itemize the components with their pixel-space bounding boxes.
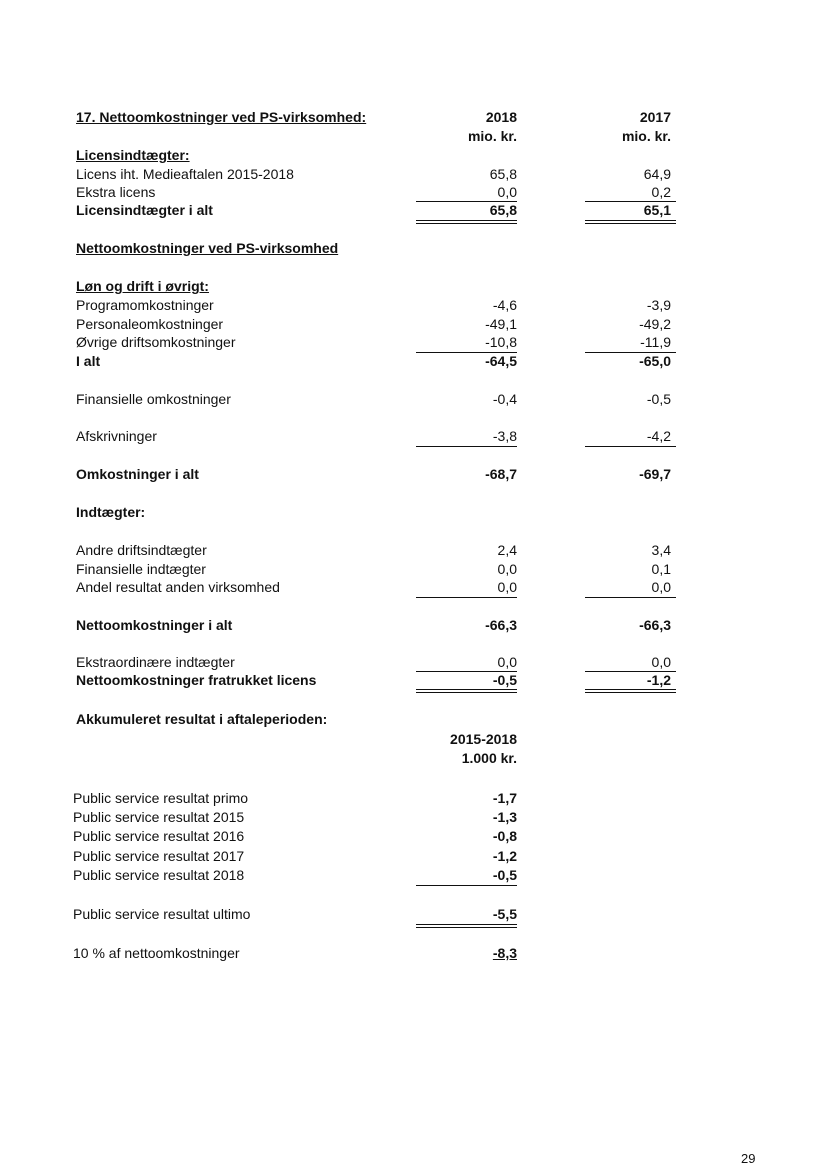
subtotal-rule: [585, 446, 676, 447]
row-value-2018: -0,4: [492, 391, 517, 407]
row-value-2018: -49,1: [485, 316, 517, 332]
total-double-rule: [416, 689, 517, 693]
ti-procent-label: 10 % af nettoomkostninger: [73, 945, 240, 961]
row-value-2018: 0,0: [497, 561, 517, 577]
ultimo-value: -5,5: [492, 906, 517, 922]
subtotal-rule: [416, 446, 517, 447]
result-value: -0,8: [492, 828, 517, 844]
row-label: Ekstra licens: [76, 184, 156, 200]
row-label: Licens iht. Medieaftalen 2015-2018: [76, 166, 294, 182]
total-label: Nettoomkostninger fratrukket licens: [76, 672, 317, 688]
row-label: Øvrige driftsomkostninger: [76, 334, 236, 350]
total-value-2018: -66,3: [485, 617, 517, 633]
total-double-rule: [416, 924, 517, 928]
total-double-rule: [416, 220, 517, 224]
row-value-2018: 2,4: [497, 542, 517, 558]
col-unit-2018: mio. kr.: [467, 128, 517, 144]
result-label: Public service resultat 2015: [73, 809, 245, 825]
total-value-2017: 65,1: [643, 202, 671, 218]
row-value-2017: -0,5: [646, 391, 671, 407]
total-double-rule: [585, 220, 676, 224]
row-label: Andre driftsindtægter: [76, 542, 207, 558]
row-label: Andel resultat anden virksomhed: [76, 579, 280, 595]
row-value-2017: 0,1: [651, 561, 671, 577]
row-value-2018: 0,0: [497, 654, 517, 670]
row-value-2018: 0,0: [497, 184, 517, 200]
total-value-2017: -66,3: [639, 617, 671, 633]
subtotal-rule: [416, 885, 517, 886]
row-value-2017: 0,2: [651, 184, 671, 200]
period-unit: 1.000 kr.: [461, 750, 517, 766]
total-value-2017: -1,2: [646, 672, 671, 688]
col-year-2017: 2017: [639, 109, 671, 125]
row-value-2017: -49,2: [639, 316, 671, 332]
total-value-2018: -64,5: [485, 353, 517, 369]
row-value-2017: 3,4: [651, 542, 671, 558]
ti-procent-value: -8,3: [492, 945, 517, 961]
result-value: -1,2: [492, 848, 517, 864]
col-year-2018: 2018: [485, 109, 517, 125]
page-number: 29: [741, 1151, 756, 1166]
total-value-2017: -69,7: [639, 466, 671, 482]
licens-title: Licensindtægter:: [76, 147, 190, 163]
total-label: Nettoomkostninger i alt: [76, 617, 233, 633]
loen-title: Løn og drift i øvrigt:: [76, 278, 209, 294]
row-label: Personaleomkostninger: [76, 316, 224, 332]
result-value: -0,5: [492, 867, 517, 883]
subtotal-rule: [416, 597, 517, 598]
total-double-rule: [585, 689, 676, 693]
row-value-2017: 0,0: [651, 579, 671, 595]
subtotal-rule: [585, 597, 676, 598]
total-label: Licensindtægter i alt: [76, 202, 213, 218]
row-value-2017: -11,9: [640, 334, 671, 350]
row-value-2018: -4,6: [492, 297, 517, 313]
col-unit-2017: mio. kr.: [621, 128, 671, 144]
total-value-2018: 65,8: [489, 202, 517, 218]
row-value-2017: 64,9: [643, 166, 671, 182]
row-value-2018: 0,0: [497, 579, 517, 595]
result-label: Public service resultat 2018: [73, 867, 245, 883]
netto-heading: Nettoomkostninger ved PS-virksomhed: [76, 240, 339, 256]
result-value: -1,3: [492, 809, 517, 825]
row-value-2017: 0,0: [651, 654, 671, 670]
row-label: Programomkostninger: [76, 297, 214, 313]
row-value-2017: -3,9: [646, 297, 671, 313]
ultimo-label: Public service resultat ultimo: [73, 906, 251, 922]
row-label: Finansielle omkostninger: [76, 391, 231, 407]
result-value: -1,7: [492, 790, 517, 806]
result-label: Public service resultat 2016: [73, 828, 245, 844]
indtaegter-title: Indtægter:: [76, 504, 146, 520]
row-value-2018: 65,8: [489, 166, 517, 182]
akkumuleret-title: Akkumuleret resultat i aftaleperioden:: [76, 711, 328, 727]
total-label: Omkostninger i alt: [76, 466, 199, 482]
total-label: I alt: [76, 353, 101, 369]
total-value-2018: -0,5: [492, 672, 517, 688]
result-label: Public service resultat primo: [73, 790, 249, 806]
total-value-2017: -65,0: [639, 353, 671, 369]
period-label: 2015-2018: [450, 731, 517, 747]
row-label: Finansielle indtægter: [76, 561, 206, 577]
row-label: Afskrivninger: [76, 428, 157, 444]
row-value-2018: -3,8: [492, 428, 517, 444]
result-label: Public service resultat 2017: [73, 848, 245, 864]
section-heading: 17. Nettoomkostninger ved PS-virksomhed:: [76, 109, 367, 125]
row-value-2018: -10,8: [485, 334, 517, 350]
row-value-2017: -4,2: [646, 428, 671, 444]
total-value-2018: -68,7: [485, 466, 517, 482]
row-label: Ekstraordinære indtægter: [76, 654, 235, 670]
